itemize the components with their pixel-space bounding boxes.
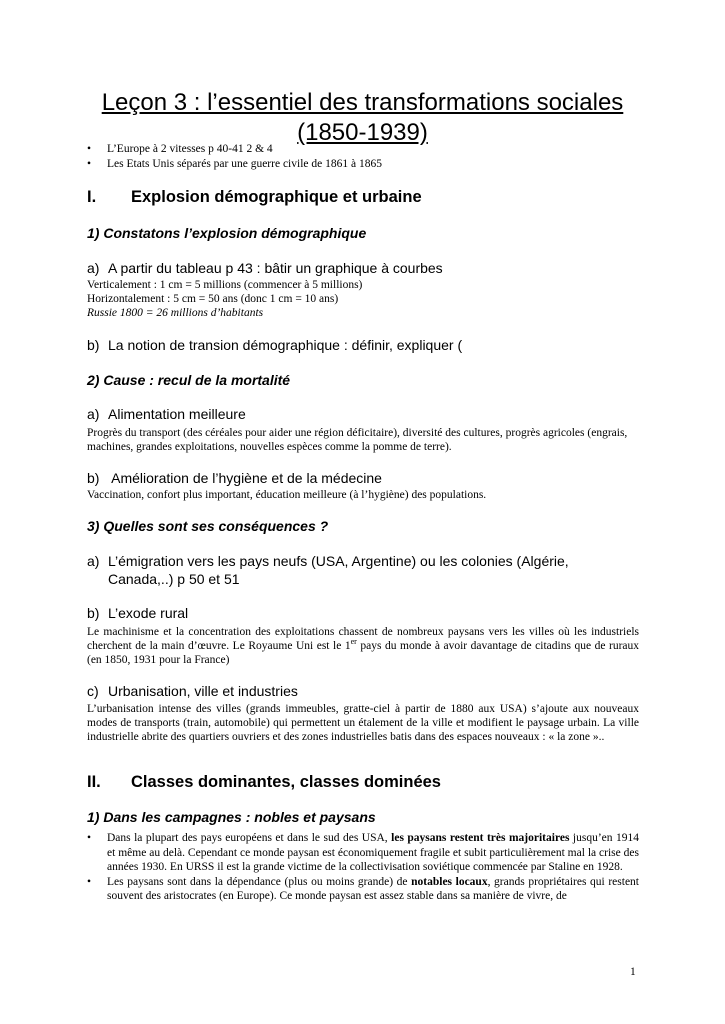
bullet-2-bold: notables locaux [411, 875, 488, 888]
item-1-3-c-heading [87, 682, 647, 700]
bullet-1-bold: les paysans restent très majoritaires [391, 832, 570, 844]
lesson-title [60, 88, 665, 148]
item-1-1-b-heading [87, 336, 647, 354]
bullet-1-text: Dans la plupart des pays européens et dans le sud des USA, [107, 832, 392, 844]
item-text: La notion de transion démographique : définir, expliquer ( [108, 337, 463, 353]
rural-exodus-text-2: pays du monde à avoir davantage de citadins que de ruraux (en 1850, 1931 pour la France) [87, 640, 639, 667]
instruction-vertical: Verticalement : 1 cm = 5 millions (commencer à 5 millions) [87, 279, 363, 291]
title-line-1: Leçon 3 : l’essentiel des transformations sociales [101, 89, 624, 116]
item-1-1-a-heading [87, 259, 647, 277]
campaign-bullet-list [87, 831, 639, 904]
paragraph-urbanisation: L’urbanisation intense des villes (grands immeubles, gratte-ciel à partir de 1880 aux USA) s’ajoute aux nouveaux modes de transports (train, automobile) qui permettent un étalement de la ville et modifient le paysage urbain. La ville industrielle abrite des quartiers ouvriers et des zones industrielles batis dans des espaces nouveaux : « la zone ».. [87, 703, 639, 744]
item-1-3-b-heading [87, 604, 647, 622]
section-2-heading [87, 772, 441, 792]
list-item [87, 875, 639, 904]
bullet-1-text-end: jusqu’en 1914 et même au delà. Cependant ce monde paysan est économiquement fragile et subit particulièrement mal la crise des années 1930. En URSS il est la grande victime de la collectivisation soviétique commencée par Staline en 1928. [107, 832, 639, 873]
item-1-3-a-heading [87, 552, 647, 588]
item-1-2-a-heading [87, 405, 647, 423]
intro-bullet-list [87, 142, 647, 171]
item-text: A partir du tableau p 43 : bâtir un graphique à courbes [108, 260, 443, 276]
item-text: Urbanisation, ville et industries [108, 683, 298, 699]
item-number: a) [87, 553, 100, 569]
rural-exodus-text-1: Le machinisme et la concentration des exploitations chassent de nombreux paysans vers les villes où les industriels cherchent de la main d’œuvre. Le Royaume Uni est le 1 [87, 626, 639, 653]
paragraph-hygiene: Vaccination, confort plus important, éducation meilleure (à l’hygiène) des populations. [87, 489, 487, 501]
item-number: c) [87, 683, 99, 699]
item-number: b) [87, 337, 100, 353]
item-text-continued: Canada,..) p 50 et 51 [108, 571, 240, 587]
title-line-2: (1850-1939) [297, 119, 428, 146]
item-text: L’émigration vers les pays neufs (USA, Argentine) ou les colonies (Algérie, [108, 553, 569, 569]
item-number: b) [87, 605, 100, 621]
subsection-1-1-heading: 1) Constatons l’explosion démographique [87, 225, 367, 241]
instruction-horizontal: Horizontalement : 5 cm = 50 ans (donc 1 cm = 10 ans) [87, 293, 339, 306]
subsection-2-1-heading: 1) Dans les campagnes : nobles et paysans [87, 809, 376, 825]
bullet-2-text-end: , grands propriétaires qui restent souvent des aristocrates (en Europe). Ce monde paysan est assez stable dans sa manière de vivre, de [107, 875, 640, 902]
item-number: a) [87, 406, 100, 422]
paragraph-food: Progrès du transport (des céréales pour aider une région déficitaire), diversité des cultures, progrès agricoles (engrais, machines, grandes exploitations, nouvelles espèces comme la pomme de terre). [87, 427, 628, 454]
page-number: 1 [630, 966, 636, 978]
list-item: • L’Europe à 2 vitesses p 40-41 2 & 4 [87, 142, 647, 157]
item-text: Amélioration de l’hygiène et de la médecine [108, 470, 382, 486]
section-1-number: I. [87, 188, 97, 206]
item-number: a) [87, 260, 100, 276]
section-1-heading [87, 187, 422, 207]
subsection-1-2-heading: 2) Cause : recul de la mortalité [87, 372, 291, 388]
list-item: • Les Etats Unis séparés par une guerre civile de 1861 à 1865 [87, 157, 647, 172]
paragraph-rural-exodus [87, 625, 639, 668]
russia-note: Russie 1800 = 26 millions d’habitants [87, 307, 264, 320]
subsection-1-3-heading: 3) Quelles sont ses conséquences ? [87, 518, 329, 534]
section-2-number: II. [87, 773, 101, 791]
item-number: b) [87, 470, 100, 486]
superscript-er: er [350, 637, 357, 647]
graph-instructions [87, 278, 639, 321]
item-text: Alimentation meilleure [108, 406, 246, 422]
item-text: L’exode rural [108, 605, 189, 621]
item-1-2-b-heading [87, 469, 647, 487]
section-2-title: Classes dominantes, classes dominées [131, 773, 441, 791]
section-1-title: Explosion démographique et urbaine [131, 188, 422, 206]
list-item [87, 831, 639, 875]
bullet-2-text: Les paysans sont dans la dépendance (plus ou moins grande) de [107, 875, 412, 888]
